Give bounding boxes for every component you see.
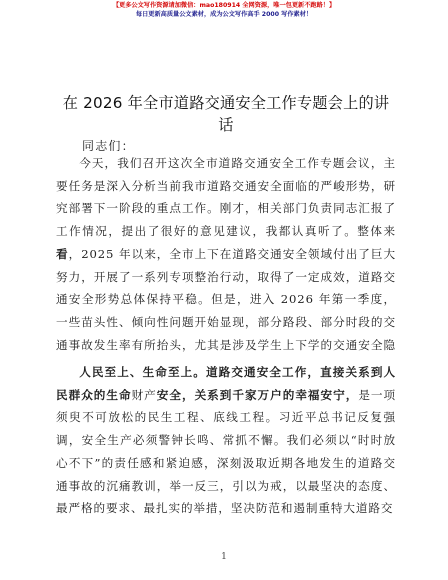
paragraph-2 xyxy=(56,361,396,543)
paragraph-1-bold-a: 看 xyxy=(56,246,69,261)
paragraph-2-text-a: 财产 xyxy=(131,387,157,402)
paragraph-1-text-b: ，2025 年以来，全市上下在道路交通安全领域付出了巨大努力，开展了一系列专项整治行动，取得了一定成效，道路交通安全形势总体保持平稳。但是，进入 2026 年第一季度，一些苗头性、倾向性问题开始显现，部分路段、部分时段的交通事故发生率有所抬头，尤其是涉及学生上下学的交通安全隐 xyxy=(56,246,396,352)
paragraph-2-bold-a: 人民至上、生命至上。道路交通安全工作，直接关系到人民群众的生命 xyxy=(56,365,396,402)
promo-banner-line-2: 每日更新高质量公文素材，成为公文写作高手 2000 写作素材！ xyxy=(135,11,313,18)
page-number: 1 xyxy=(221,552,227,562)
paragraph-2-bold-b: 安全，关系到千家万户的幸福安宁， xyxy=(156,387,359,402)
paragraph-1-text-a: 今天，我们召开这次全市道路交通安全工作专题会议，主要任务是深入分析当前我市道路交通安全面临的严峻形势，研究部署下一阶段的重点工作。刚才，相关部门负责同志汇报了工作情况，提出了很好的意见建议，我都认真听了。整体来 xyxy=(56,156,396,239)
paragraph-2-text-b: 是一项须臾不可放松的民生工程、底线工程。习近平总书记反复强调，安全生产必须警钟长鸣、常抓不懈。我们必须以“时时放心不下”的责任感和紧迫感，深刻汲取近期各地发生的道路交通事故的沉痛教训，举一反三，引以为戒，以最坚决的态度、最严格的要求、最扎实的举措，坚决防范和遏制重特大道路交 xyxy=(56,387,396,516)
greeting: 同志们： xyxy=(82,139,135,153)
promo-banner-line-1: 【更多公文写作资源请加微信：mao180914 全网资源，唯一包更新不跑路！】 xyxy=(112,2,336,9)
paragraph-1 xyxy=(56,152,396,356)
document-title: 在 2026 年全市道路交通安全工作专题会上的讲话 xyxy=(62,94,390,134)
